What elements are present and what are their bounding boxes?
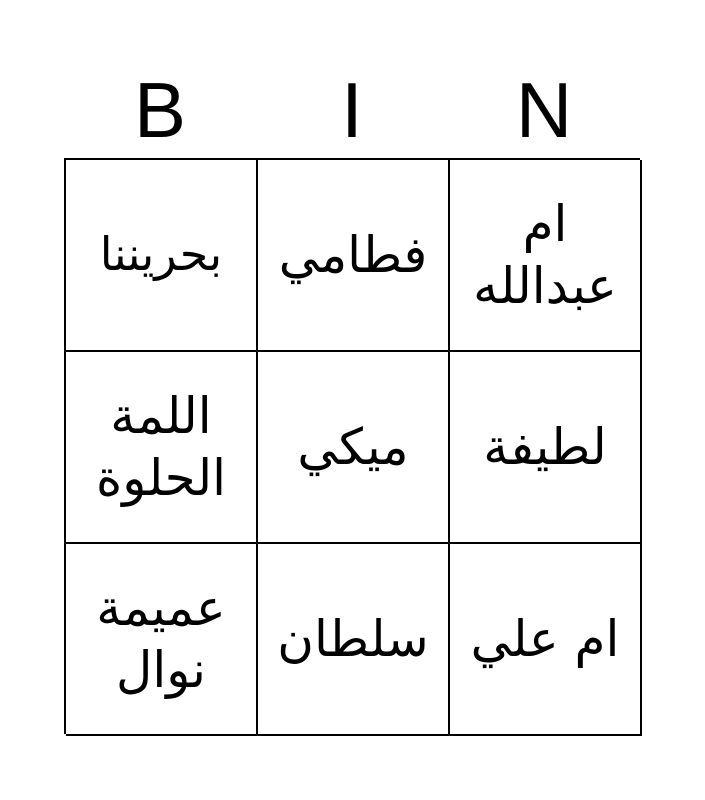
bingo-cell-text: عميمة نوال [96, 578, 226, 699]
bingo-cell-text: فطامي [278, 225, 428, 284]
bingo-cell-text: ام عبدالله [473, 194, 617, 315]
bingo-cell-r1-c3[interactable] [450, 160, 642, 352]
bingo-cell-text: ام علي [470, 609, 620, 668]
header-letter-n: N [515, 66, 573, 154]
bingo-board [64, 158, 640, 734]
bingo-cell-text: لطيفة [483, 417, 607, 476]
bingo-cell-r2-c2[interactable] [258, 352, 450, 544]
bingo-cell-r3-c1[interactable] [66, 544, 258, 736]
bingo-cell-r1-c1[interactable] [66, 160, 258, 352]
bingo-cell-r2-c3[interactable] [450, 352, 642, 544]
bingo-cell-text: ميكي [297, 417, 409, 476]
bingo-cell-text: سلطان [277, 609, 429, 668]
bingo-header [64, 62, 640, 158]
bingo-cell-text: بحريننا [99, 227, 223, 282]
bingo-cell-r2-c1[interactable] [66, 352, 258, 544]
bingo-cell-r3-c2[interactable] [258, 544, 450, 736]
bingo-cell-r1-c2[interactable] [258, 160, 450, 352]
header-letter-i: I [341, 66, 363, 154]
bingo-cell-text: اللمة الحلوة [96, 386, 226, 507]
bingo-cell-r3-c3[interactable] [450, 544, 642, 736]
header-letter-b: B [133, 66, 187, 154]
